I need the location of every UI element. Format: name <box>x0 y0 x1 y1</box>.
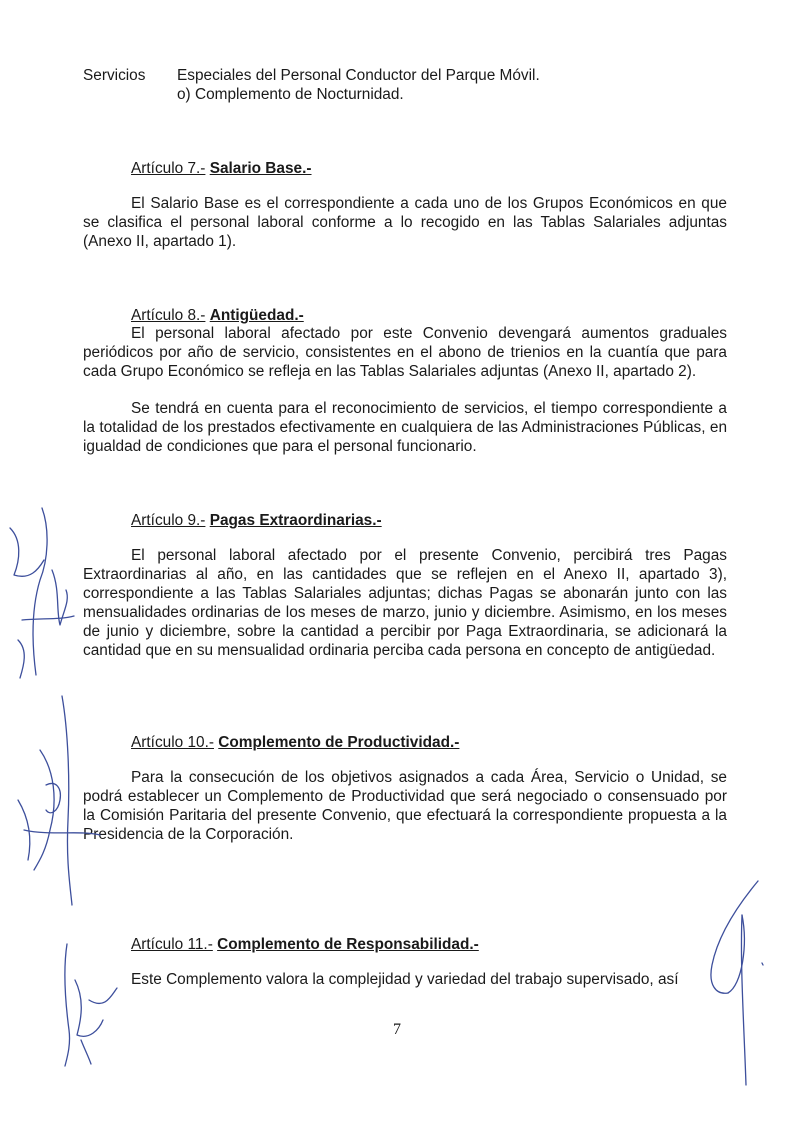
article-7-heading <box>131 159 312 178</box>
article-8-heading <box>131 306 304 325</box>
margin-initials <box>55 940 125 1070</box>
margin-signature-1 <box>0 500 80 690</box>
article-10-number: Artículo 10.- <box>131 734 214 751</box>
article-7-paragraph-1: El Salario Base es el correspondiente a cada uno de los Grupos Económicos en que se clasifica el personal laboral conforme a lo recogido en las Tablas Salariales adjuntas (Anexo II, apartado 1). <box>83 195 727 250</box>
article-8-paragraph-1: El personal laboral afectado por este Convenio devengará aumentos graduales periódicos por año de servicio, consistentes en el abono de trienios en la cuantía que para cada Grupo Económico se refleja en las Tablas Salariales adjuntas (Anexo II, apartado 2). <box>83 325 727 380</box>
header-text: Especiales del Personal Conductor del Parque Móvil. <box>177 67 540 84</box>
article-11-paragraph-1: Este Complemento valora la complejidad y variedad del trabajo supervisado, así <box>131 971 679 988</box>
article-9-heading <box>131 511 382 530</box>
article-11-heading <box>131 935 479 954</box>
header-subitem: o) Complemento de Nocturnidad. <box>177 86 404 103</box>
article-8-paragraph-2: Se tendrá en cuenta para el reconocimiento de servicios, el tiempo correspondiente a la totalidad de los prestados efectivamente en cualquiera de las Administraciones Públicas, en igualdad de condiciones que para el personal funcionario. <box>83 400 727 455</box>
article-9-paragraph-1: El personal laboral afectado por el presente Convenio, percibirá tres Pagas Extraordinarias al año, en las cantidades que se reflejen en el Anexo II, apartado 3), correspondiente a las Tablas Salariales adjuntas; dichas Pagas se abonarán junto con las mensualidades ordinarias de los meses de marzo, junio y diciembre. Asimismo, en los meses de junio y diciembre, sobre la cantidad a percibir por Paga Extraordinaria, se adicionará la cantidad que en su mensualidad ordinaria perciba cada persona en concepto de antigüedad. <box>83 547 727 659</box>
page-number: 7 <box>393 1021 401 1038</box>
article-9-number: Artículo 9.- <box>131 512 206 529</box>
article-7-title: Salario Base.- <box>209 160 312 177</box>
article-9-title: Pagas Extraordinarias.- <box>209 512 382 529</box>
article-11-number: Artículo 11.- <box>131 936 213 953</box>
article-11-title: Complemento de Responsabilidad.- <box>217 936 479 953</box>
right-signature <box>698 875 788 1090</box>
article-8-title: Antigüedad.- <box>209 307 304 324</box>
article-7-number: Artículo 7.- <box>131 160 206 177</box>
article-8-number: Artículo 8.- <box>131 307 206 324</box>
margin-signature-2 <box>10 690 90 910</box>
header-label: Servicios <box>83 67 146 84</box>
article-10-heading <box>131 733 459 752</box>
article-10-title: Complemento de Productividad.- <box>218 734 460 751</box>
article-10-paragraph-1: Para la consecución de los objetivos asignados a cada Área, Servicio o Unidad, se podrá establecer un Complemento de Productividad que será negociado o consensuado por la Comisión Paritaria del presente Convenio, que efectuará la correspondiente propuesta a la Presidencia de la Corporación. <box>83 769 727 843</box>
